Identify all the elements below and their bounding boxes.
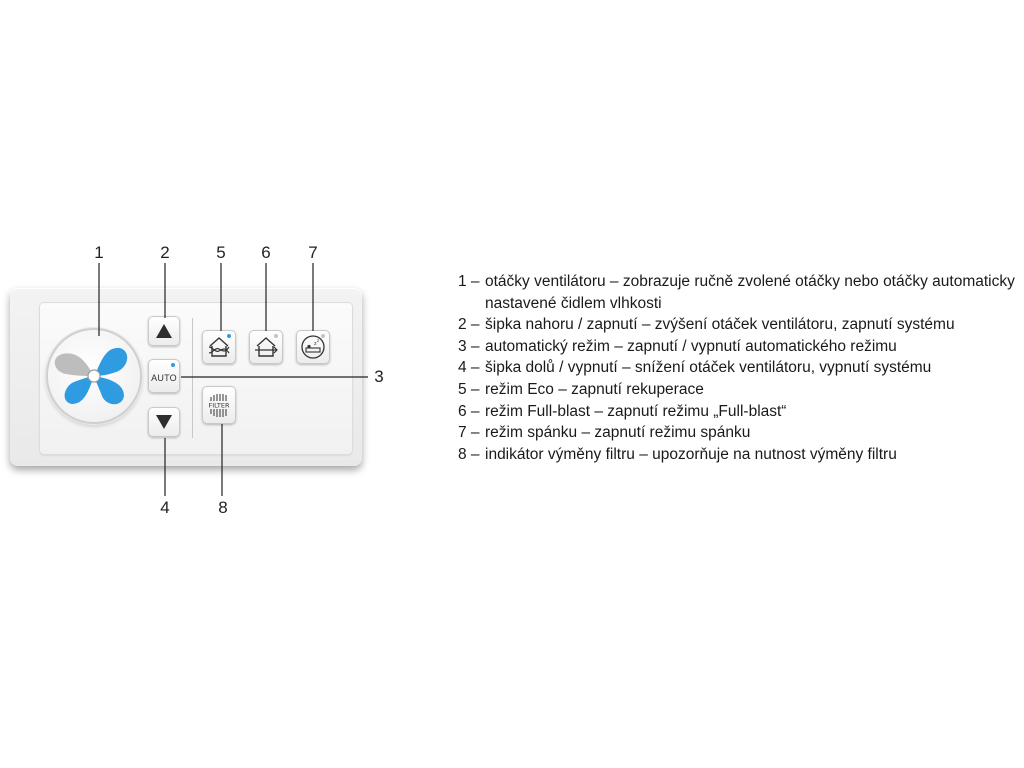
legend-text: režim Full-blast – zapnutí režimu „Full-blast“ — [485, 402, 787, 420]
legend-text: šipka nahoru / zapnutí – zvýšení otáček ventilátoru, zapnutí systému — [485, 316, 955, 334]
filter-label: FILTER — [208, 401, 230, 410]
legend-item — [458, 422, 1018, 444]
legend-item — [458, 314, 1018, 336]
legend — [458, 271, 1018, 465]
legend-item — [458, 357, 1018, 379]
auto-button[interactable] — [148, 359, 180, 393]
legend-item — [458, 271, 1018, 314]
fan-speed-display — [48, 330, 140, 422]
legend-text: automatický režim – zapnutí / vypnutí automatického režimu — [485, 337, 897, 355]
legend-number: 8 – — [458, 445, 480, 463]
legend-text: režim Eco – zapnutí rekuperace — [485, 380, 704, 398]
auto-label: AUTO — [151, 373, 177, 383]
callout-2: 2 — [160, 243, 170, 262]
down-button[interactable] — [148, 407, 180, 437]
full-blast-button[interactable] — [249, 330, 283, 364]
full-blast-house-icon — [253, 335, 279, 359]
auto-led-icon — [171, 363, 175, 367]
legend-number: 1 – — [458, 273, 480, 290]
filter-icon — [205, 389, 233, 421]
callout-6: 6 — [261, 243, 271, 262]
up-button[interactable] — [148, 316, 180, 346]
legend-text: šipka dolů / vypnutí – snížení otáček ventilátoru, vypnutí systému — [485, 359, 932, 377]
legend-item — [458, 379, 1018, 401]
callout-3: 3 — [374, 367, 384, 386]
legend-number: 6 – — [458, 402, 480, 420]
callout-1: 1 — [94, 243, 104, 262]
legend-number: 3 – — [458, 337, 480, 355]
svg-text:z: z — [314, 341, 317, 347]
sleep-led-icon — [321, 334, 325, 338]
legend-text: režim spánku – zapnutí režimu spánku — [485, 424, 751, 442]
legend-number: 5 – — [458, 380, 480, 398]
callout-4: 4 — [160, 498, 170, 517]
legend-item — [458, 336, 1018, 358]
eco-mode-button[interactable] — [202, 330, 236, 364]
legend-item — [458, 444, 1018, 466]
filter-indicator-button[interactable] — [202, 386, 236, 424]
fan-icon — [48, 330, 140, 422]
legend-number: 4 – — [458, 359, 480, 377]
arrow-down-icon — [156, 415, 172, 429]
full-blast-led-icon — [274, 334, 278, 338]
sleep-mode-button[interactable] — [296, 330, 330, 364]
legend-text: indikátor výměny filtru – upozorňuje na nutnost výměny filtru — [485, 445, 897, 463]
callout-7: 7 — [308, 243, 318, 262]
legend-item — [458, 401, 1018, 423]
panel-divider — [192, 318, 193, 438]
legend-text: otáčky ventilátoru – zobrazuje ručně zvolené otáčky nebo otáčky automaticky nastavené čidlem vlhkosti — [485, 273, 1015, 312]
svg-text:z: z — [317, 338, 320, 343]
eco-led-icon — [227, 334, 231, 338]
legend-number: 2 – — [458, 316, 480, 334]
eco-house-icon — [206, 335, 232, 359]
callout-5: 5 — [216, 243, 226, 262]
callout-8: 8 — [218, 498, 228, 517]
arrow-up-icon — [156, 324, 172, 338]
legend-number: 7 – — [458, 424, 480, 442]
